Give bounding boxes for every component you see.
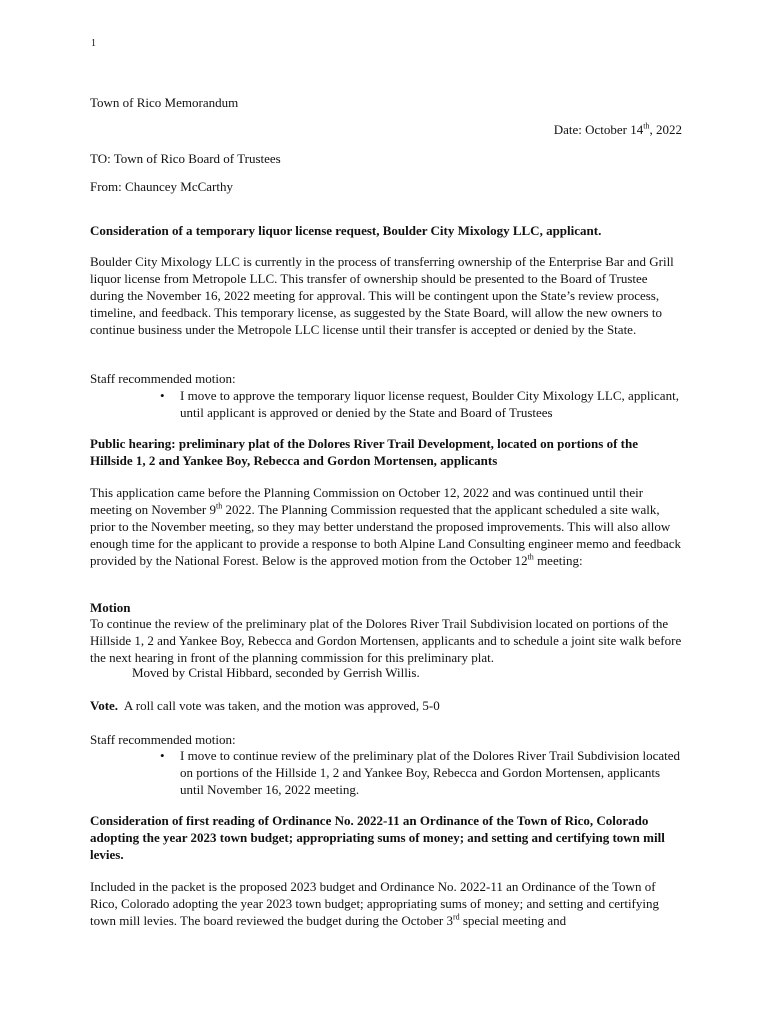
memo-date: Date: October 14th, 2022 (553, 121, 682, 137)
motion-heading: Motion (90, 600, 131, 615)
memo-heading: Town of Rico Memorandum (90, 95, 239, 110)
moved-by: Moved by Cristal Hibbard, seconded by Gerrish Willis. (132, 665, 420, 680)
section1-staff-label: Staff recommended motion: (90, 371, 236, 386)
memo-to: TO: Town of Rico Board of Trustees (90, 151, 281, 166)
section3-title: Consideration of first reading of Ordinance No. 2022-11 an Ordinance of the Town of Rico, Colorado adopting the year 2023 town budget; appropriating sums of money; and setting and certifying town mill levies. (90, 813, 665, 862)
section1-body: Boulder City Mixology LLC is currently in the process of transferring ownership of the Enterprise Bar and Grill liquor license from Metropole LLC. This transfer of ownership should be presented to the Board of Trustee during the November 16, 2022 meeting for approval. This will be contingent upon the State’s review process, timeline, and feedback. This temporary license, as suggested by the State Board, will allow the new owners to continue business under the Metropole LLC license until their transfer is accepted or denied by the State. (90, 254, 674, 337)
section1-motion-item: • I move to approve the temporary liquor license request, Boulder City Mixology LLC, applicant, until applicant is approved or denied by the State and Board of Trustees (90, 387, 682, 421)
section1-title: Consideration of a temporary liquor license request, Boulder City Mixology LLC, applicant. (90, 223, 602, 238)
section2-body: This application came before the Planning Commission on October 12, 2022 and was continued until their meeting on November 9th 2022. The Planning Commission requested that the applicant scheduled a site walk, prior to the November meeting, so they may better understand the proposed improvements. This will also allow enough time for the applicant to provide a response to both Alpine Land Consulting engineer memo and feedback provided by the National Forest. Below is the approved motion from the October 12th meeting: (90, 485, 681, 568)
section2-title: Public hearing: preliminary plat of the Dolores River Trail Development, located on portions of the Hillside 1, 2 and Yankee Boy, Rebecca and Gordon Mortensen, applicants (90, 436, 639, 468)
section1-motion-list (90, 387, 682, 421)
section2-motion-item: • I move to continue review of the preliminary plat of the Dolores River Trail Subdivision located on portions of the Hillside 1, 2 and Yankee Boy, Rebecca and Gordon Mortensen, applicants until November 16, 2022 meeting. (90, 747, 682, 798)
section3-body: Included in the packet is the proposed 2023 budget and Ordinance No. 2022-11 an Ordinance of the Town of Rico, Colorado adopting the year 2023 town budget; appropriating sums of money; and setting and certifying town mill levies. The board reviewed the budget during the October 3rd special meeting and (90, 879, 659, 928)
page-number: 1 (91, 38, 96, 49)
section2-motion-list (90, 747, 682, 798)
section2-staff-label: Staff recommended motion: (90, 732, 236, 747)
motion-text: To continue the review of the preliminary plat of the Dolores River Trail Subdivision located on portions of the Hillside 1, 2 and Yankee Boy, Rebecca and Gordon Mortensen, applicants and to schedule a joint site walk before the next hearing in front of the planning commission for this preliminary plat. (90, 616, 682, 665)
memo-from: From: Chauncey McCarthy (90, 179, 233, 194)
vote-line: Vote. A roll call vote was taken, and the motion was approved, 5-0 (90, 698, 440, 713)
